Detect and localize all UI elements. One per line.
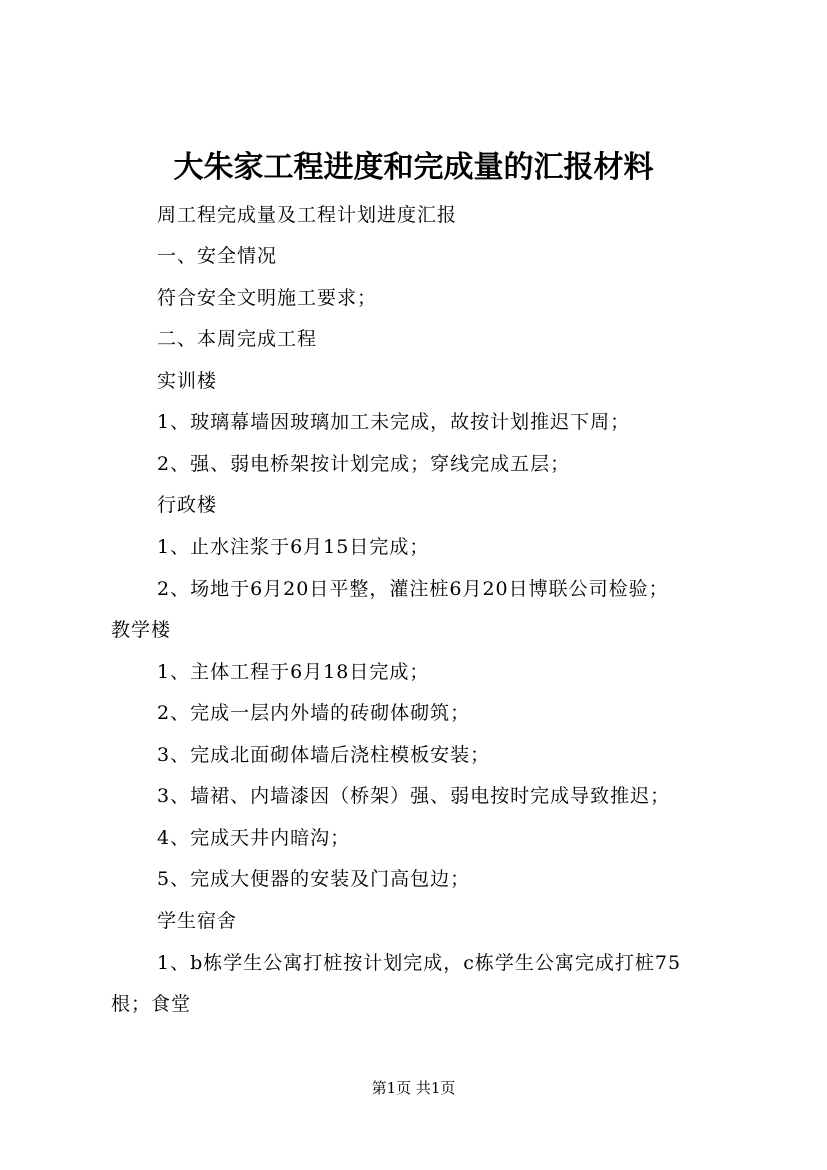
paragraph-line: 二、本周完成工程 — [157, 328, 318, 350]
paragraph-line: 根；食堂 — [111, 993, 192, 1015]
paragraph-line: 2、强、弱电桥架按计划完成；穿线完成五层； — [157, 453, 571, 475]
paragraph-line: 5、完成大便器的安装及门高包边； — [157, 868, 471, 890]
page-footer: 第1页 共1页 — [371, 1079, 456, 1097]
paragraph-line: 周工程完成量及工程计划进度汇报 — [157, 204, 458, 226]
paragraph-line: 学生宿舍 — [157, 910, 238, 932]
paragraph-line: 2、完成一层内外墙的砖砌体砌筑； — [157, 702, 471, 724]
paragraph-line: 3、墙裙、内墙漆因（桥架）强、弱电按时完成导致推迟； — [157, 785, 671, 807]
paragraph-line: 一、安全情况 — [157, 245, 278, 267]
paragraph-line: 实训楼 — [157, 370, 218, 392]
paragraph-line: 3、完成北面砌体墙后浇柱模板安装； — [157, 744, 491, 766]
paragraph-line: 4、完成天井内暗沟； — [157, 827, 351, 849]
paragraph-line: 1、玻璃幕墙因玻璃加工未完成，故按计划推迟下周； — [157, 411, 631, 433]
paragraph-line: 符合安全文明施工要求； — [157, 287, 378, 309]
paragraph-line: 教学楼 — [111, 619, 172, 641]
paragraph-line: 2、场地于6月20日平整，灌注桩6月20日博联公司检验； — [157, 578, 669, 600]
paragraph-line: 行政楼 — [157, 494, 218, 516]
paragraph-line: 1、主体工程于6月18日完成； — [157, 661, 430, 683]
paragraph-line: 1、止水注浆于6月15日完成； — [157, 536, 430, 558]
document-title: 大朱家工程进度和完成量的汇报材料 — [173, 150, 654, 185]
paragraph-line: 1、b栋学生公寓打桩按计划完成，c栋学生公寓完成打桩75 — [157, 952, 682, 974]
